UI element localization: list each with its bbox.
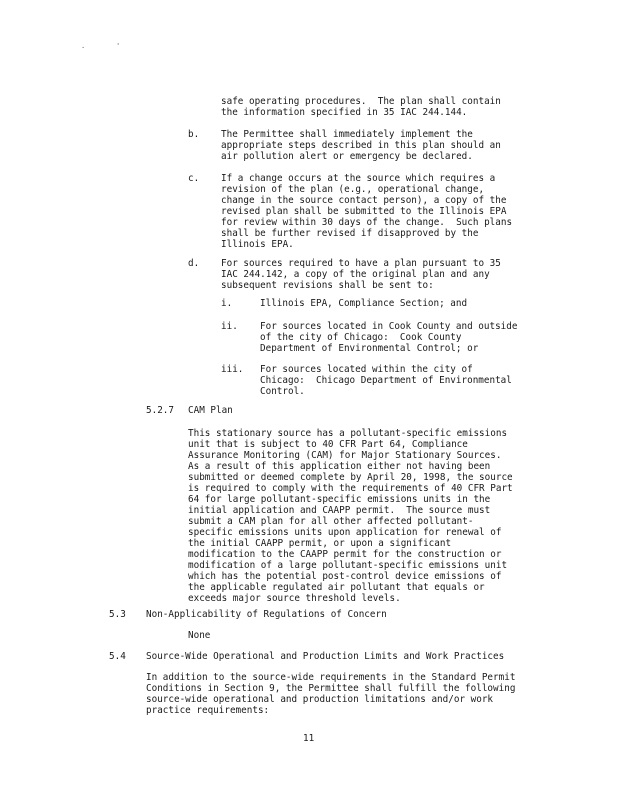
section-title: CAM Plan [188,405,233,416]
item-c-text: If a change occurs at the source which requires a revision of the plan (e.g., operational change, change in the source contact person), a copy of the revised plan shall be submitted to the Illinois EPA for review within 30 days of the change. Such plans shall be further revised if disapproved by the Illinois EPA. [221,173,513,250]
continuation-paragraph: safe operating procedures. The plan shall contain the information specified in 35 IAC 244.144. [221,96,501,118]
section-number: 5.4 [109,651,126,662]
item-label: c. [188,173,200,184]
subitem-label: i. [221,298,233,309]
scan-mark: . [81,42,86,50]
subitem-iii-text: For sources located within the city of Chicago: Chicago Department of Environmental Control. [260,364,512,397]
section-number: 5.2.7 [146,405,174,416]
section-5-4-paragraph: In addition to the source-wide requirements in the Standard Permit Conditions in Section 9, the Permittee shall fulfill the following source-wide operational and production limitations and/or work practice requirements: [146,672,516,716]
subitem-label: iii. [221,364,244,375]
cam-plan-paragraph: This stationary source has a pollutant-specific emissions unit that is subject to 40 CFR Part 64, Compliance Assurance Monitoring (CAM) for Major Stationary Sources. As a result of this application either not having been submitted or deemed complete by April 20, 1998, the source is required to comply with the requirements of 40 CFR Part 64 for large pollutant-specific emissions units in the initial application and CAAPP permit. The source must submit a CAM plan for all other affected pollutant- specific emissions units upon application for renewal of the initial CAAPP permit, or upon a significant modification to the CAAPP permit for the construction or modification of a large pollutant-specific emissions unit which has the potential post-control device emissions of the applicable regulated air pollutant that equals or exceeds major source threshold levels. [188,428,513,604]
section-number: 5.3 [109,609,126,620]
item-b-text: The Permittee shall immediately implement the appropriate steps described in this plan should an air pollution alert or emergency be declared. [221,129,501,162]
subitem-label: ii. [221,321,238,332]
item-label: b. [188,129,200,140]
subitem-ii-text: For sources located in Cook County and outside of the city of Chicago: Cook County Department of Environmental Control; or [260,321,518,354]
section-title: Non-Applicability of Regulations of Concern [146,609,387,620]
page-number: 11 [303,733,315,744]
item-d-text: For sources required to have a plan pursuant to 35 IAC 244.142, a copy of the original plan and any subsequent revisions shall be sent to: [221,258,501,291]
item-label: d. [188,258,200,269]
scan-mark: ' [116,42,121,50]
section-title: Source-Wide Operational and Production Limits and Work Practices [146,651,505,662]
subitem-i-text: Illinois EPA, Compliance Section; and [260,298,468,309]
section-body: None [188,630,211,641]
